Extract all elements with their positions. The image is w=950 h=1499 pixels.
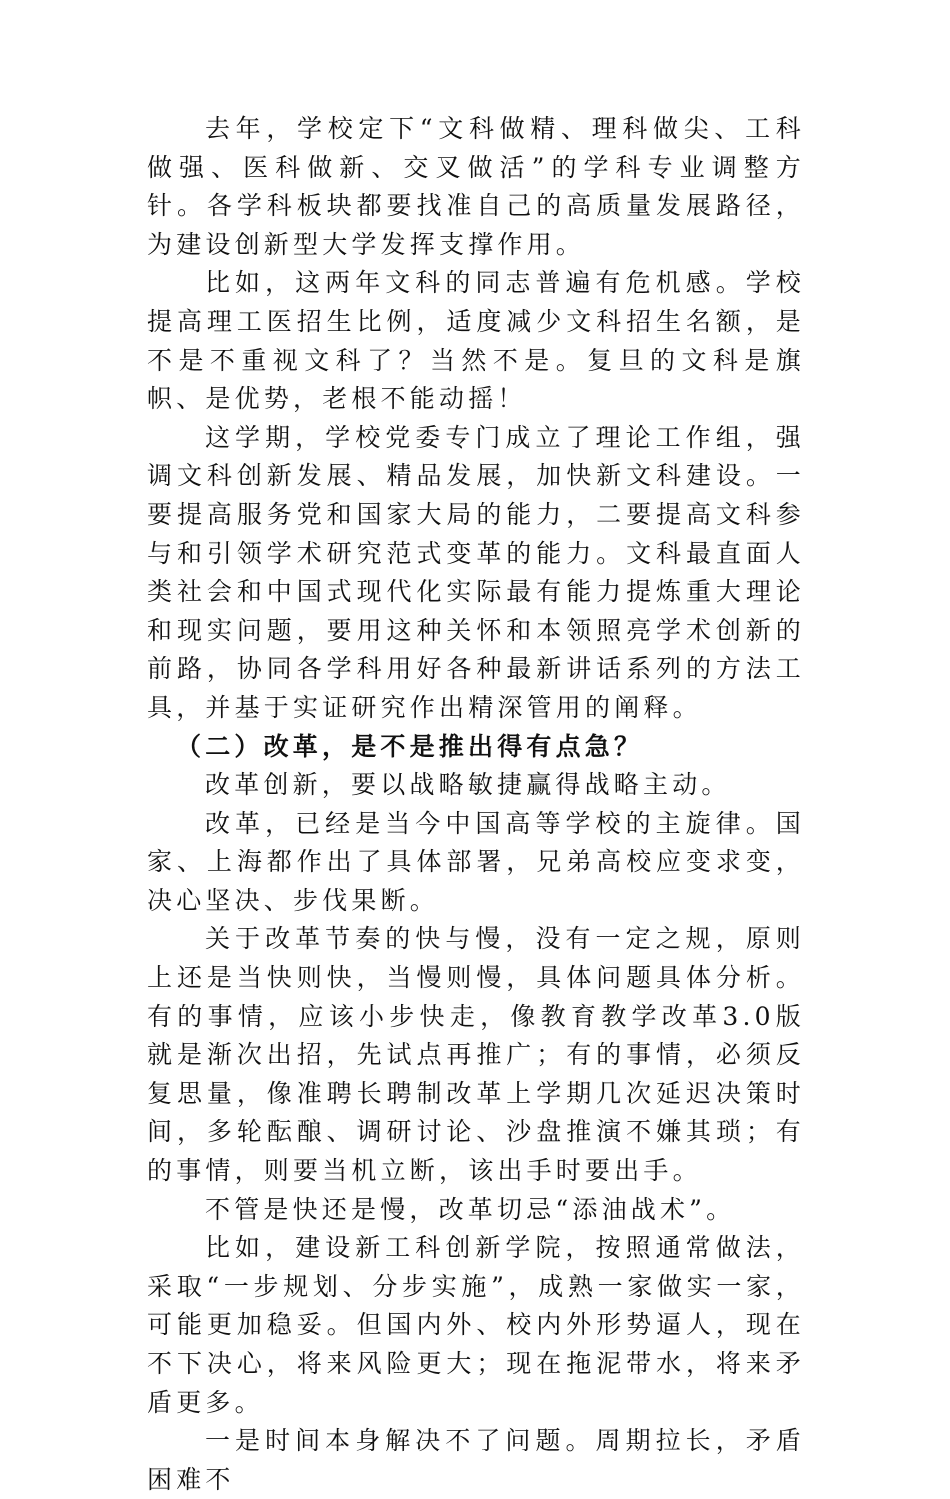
paragraph-2: 比如，这两年文科的同志普遍有危机感。学校提高理工医招生比例，适度减少文科招生名额，是不是不重视文科了？当然不是。复旦的文科是旗帜、是优势，老根不能动摇！ (147, 268, 805, 414)
paragraph-9: 一是时间本身解决不了问题。周期拉长，矛盾困难不 (147, 1426, 805, 1494)
paragraph-6: 关于改革节奏的快与慢，没有一定之规，原则上还是当快则快，当慢则慢，具体问题具体分析。有的事情，应该小步快走，像教育教学改革3.0版就是渐次出招，先试点再推广；有的事情，必须反复思量，像准聘长聘制改革上学期几次延迟决策时间，多轮酝酿、调研讨论、沙盘推演不嫌其琐；有的事情，则要当机立断，该出手时要出手。 (147, 924, 805, 1186)
paragraph-8: 比如，建设新工科创新学院，按照通常做法，采取“一步规划、分步实施”，成熟一家做实一家，可能更加稳妥。但国内外、校内外形势逼人，现在不下决心，将来风险更大；现在拖泥带水，将来矛盾更多。 (147, 1233, 805, 1417)
paragraph-4: 改革创新，要以战略敏捷赢得战略主动。 (205, 770, 731, 800)
document-body (147, 110, 805, 1499)
paragraph-3: 这学期，学校党委专门成立了理论工作组，强调文科创新发展、精品发展，加快新文科建设。一要提高服务党和国家大局的能力，二要提高文科参与和引领学术研究范式变革的能力。文科最直面人类社会和中国式现代化实际最有能力提炼重大理论和现实问题，要用这种关怀和本领照亮学术创新的前路，协同各学科用好各种最新讲话系列的方法工具，并基于实证研究作出精深管用的阐释。 (147, 422, 805, 722)
paragraph-5: 改革，已经是当今中国高等学校的主旋律。国家、上海都作出了具体部署，兄弟高校应变求变，决心坚决、步伐果断。 (147, 808, 805, 915)
paragraph-7: 不管是快还是慢，改革切忌“添油战术”。 (205, 1194, 736, 1224)
paragraph-1: 去年，学校定下“文科做精、理科做尖、工科做强、医科做新、交叉做活”的学科专业调整方针。各学科板块都要找准自己的高质量发展路径，为建设创新型大学发挥支撑作用。 (147, 114, 805, 259)
section-heading: （二）改革，是不是推出得有点急？ (176, 731, 644, 761)
